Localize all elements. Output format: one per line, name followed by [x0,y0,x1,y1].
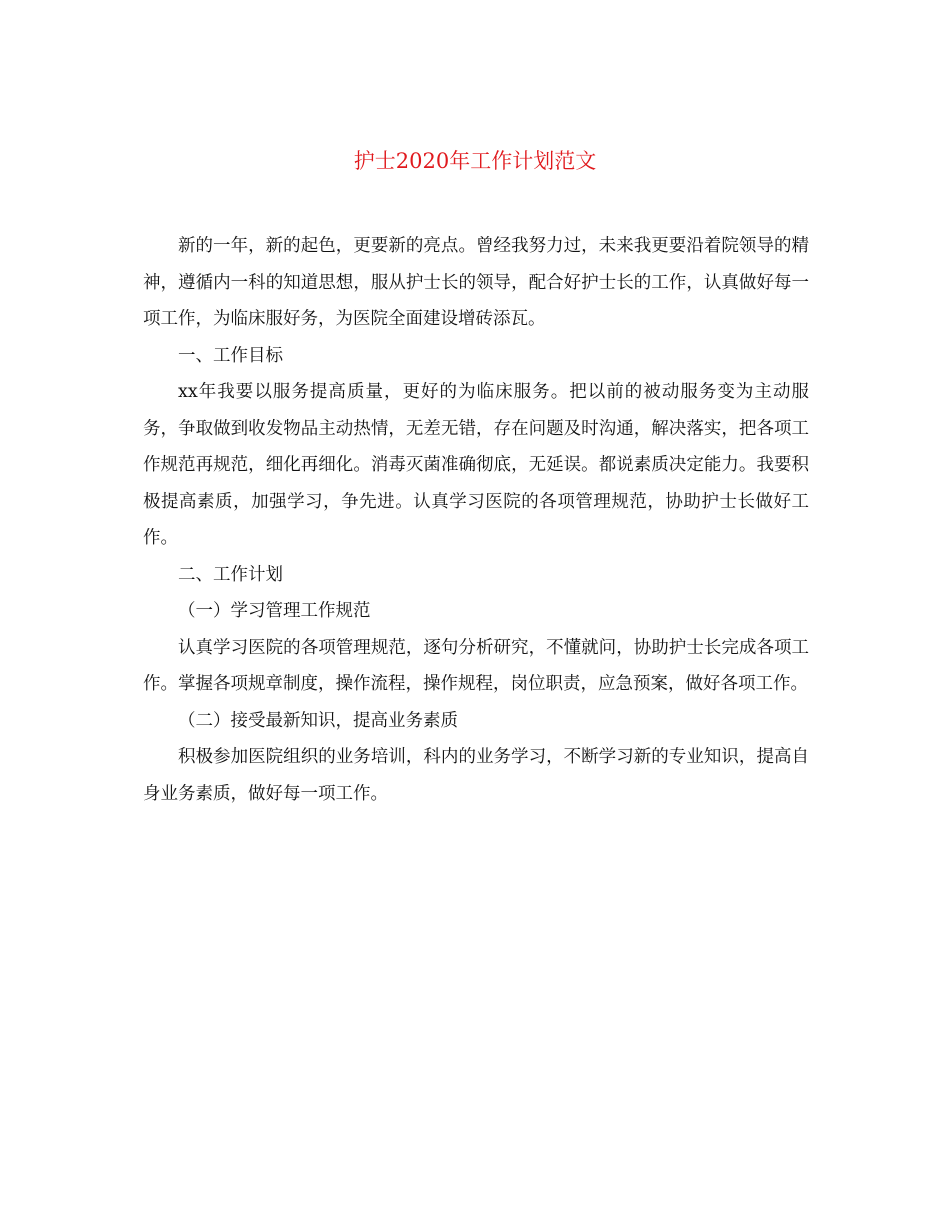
section-heading-plan: 二、工作计划 [178,564,283,585]
study-standards-paragraph: 认真学习医院的各项管理规范，逐句分析研究，不懂就问，协助护士长完成各项工作。掌握各项规章制度，操作流程，操作规程，岗位职责，应急预案，做好各项工作。 [143,637,809,694]
new-knowledge-paragraph: 积极参加医院组织的业务培训，科内的业务学习，不断学习新的专业知识，提高自身业务素质，做好每一项工作。 [143,747,809,804]
intro-paragraph: 新的一年，新的起色，更要新的亮点。曾经我努力过，未来我更要沿着院领导的精神，遵循内一科的知道思想，服从护士长的领导，配合好护士长的工作，认真做好每一项工作，为临床服好务，为医院全面建设增砖添瓦。 [143,236,809,329]
document-title: 护士2020年工作计划范文 [353,149,597,173]
document-body [143,228,809,812]
section-heading-goals: 一、工作目标 [178,345,283,366]
subheading-new-knowledge: （二）接受最新知识，提高业务素质 [178,710,458,731]
subheading-study-standards: （一）学习管理工作规范 [178,601,371,621]
goals-paragraph: xx年我要以服务提高质量，更好的为临床服务。把以前的被动服务变为主动服务，争取做到收发物品主动热情，无差无错，存在问题及时沟通，解决落实，把各项工作规范再规范，细化再细化。消毒灭菌准确彻底，无延误。都说素质决定能力。我要积极提高素质，加强学习，争先进。认真学习医院的各项管理规范，协助护士长做好工作。 [143,382,809,548]
